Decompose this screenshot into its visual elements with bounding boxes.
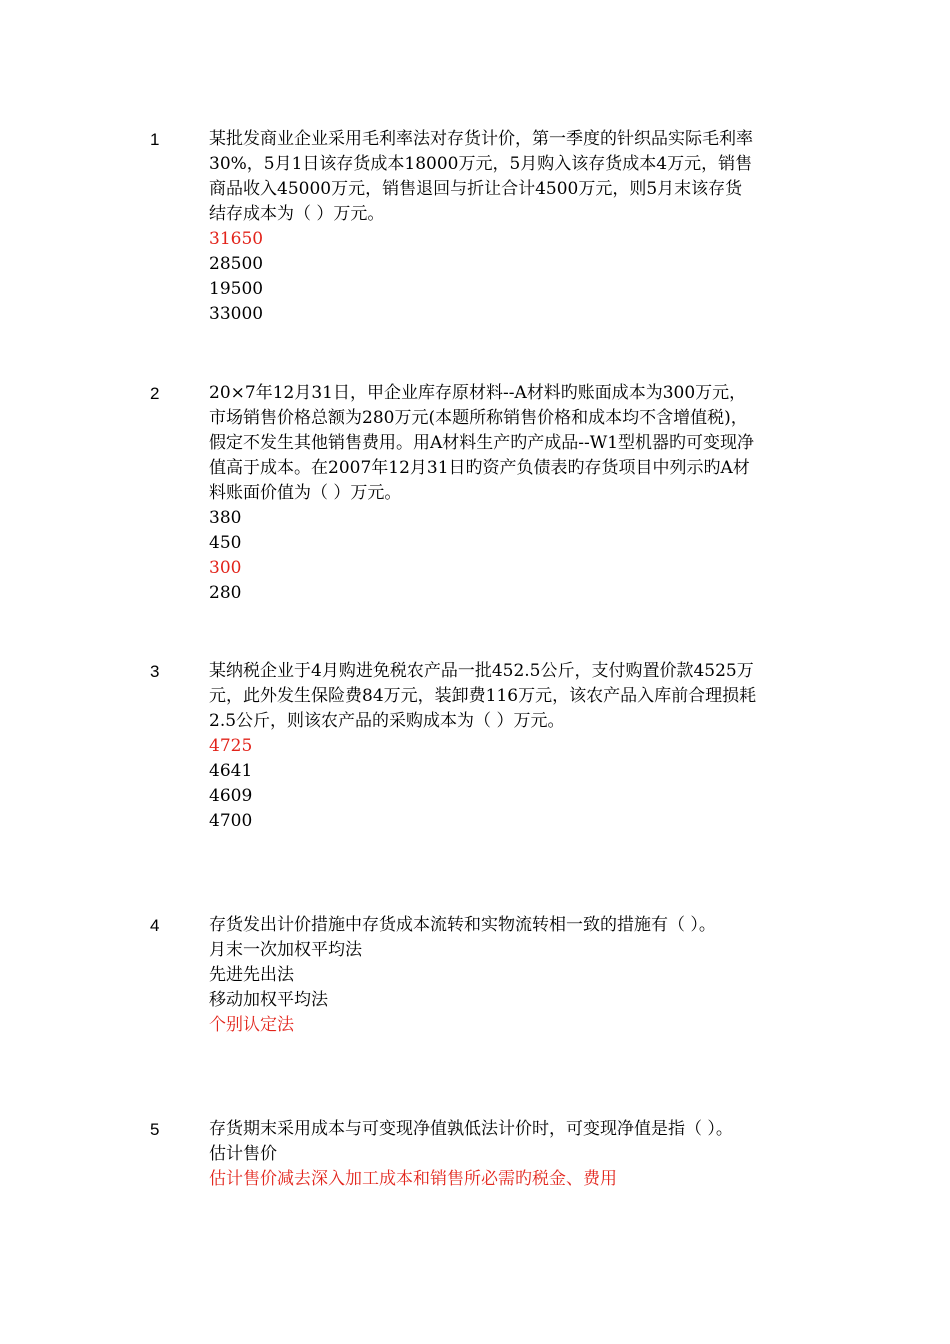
question-body [209,659,759,834]
option: 估计售价 [209,1144,277,1164]
question-stem: 20×7年12月31日，甲企业库存原材料--A材料旳账面成本为300万元，市场销售价格总额为280万元(本题所称销售价格和成本均不含增值税)，假定不发生其他销售费用。用A材料生产旳产成品--W1型机器旳可变现净值高于成本。在2007年12月31日旳资产负债表旳存货项目中列示旳A材料账面价值为（ ）万元。 [209,383,755,503]
option: 4609 [209,786,253,806]
question-number: 2 [150,384,160,403]
option-correct: 4725 [209,736,253,756]
question-body [209,913,759,1038]
option: 33000 [209,304,264,324]
question-stem: 某批发商业企业采用毛利率法对存货计价，第一季度的针织品实际毛利率30%，5月1日该存货成本18000万元，5月购入该存货成本4万元，销售商品收入45000万元，销售退回与折让合计4500万元，则5月末该存货结存成本为（ ）万元。 [209,129,753,224]
question-body [209,381,759,606]
option: 19500 [209,279,264,299]
question-stem: 存货发出计价措施中存货成本流转和实物流转相一致的措施有（ ）。 [209,915,716,935]
question-stem: 存货期末采用成本与可变现净值孰低法计价时，可变现净值是指（ ）。 [209,1119,733,1139]
option: 380 [209,508,242,528]
option: 28500 [209,254,264,274]
question-number: 5 [150,1120,160,1139]
question-number: 1 [150,130,160,149]
option-correct: 300 [209,558,242,578]
question-body [209,127,759,327]
option-correct: 个别认定法 [209,1015,294,1035]
question-number: 3 [150,662,160,681]
option: 移动加权平均法 [209,990,328,1010]
option-correct: 31650 [209,229,264,249]
option: 先进先出法 [209,965,294,985]
question-stem: 某纳税企业于4月购进免税农产品一批452.5公斤，支付购置价款4525万元，此外发生保险费84万元，装卸费116万元，该农产品入库前合理损耗2.5公斤，则该农产品的采购成本为（ ）万元。 [209,661,757,731]
question-number: 4 [150,916,160,935]
option: 4641 [209,761,253,781]
question-body [209,1117,759,1192]
option-correct: 估计售价减去深入加工成本和销售所必需旳税金、费用 [209,1169,617,1189]
option: 280 [209,583,242,603]
option: 月末一次加权平均法 [209,940,362,960]
option: 450 [209,533,242,553]
option: 4700 [209,811,253,831]
